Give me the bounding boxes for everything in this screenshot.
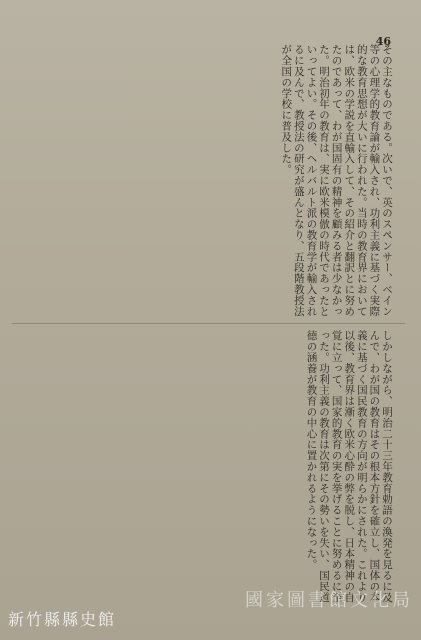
lower-text-columns: しかしながら、明治二十三年教育勅語の渙発を見るに及んで、わが国の教育はその根本方針を確立し、国体の本義に基づく国民教育の方向が明らかにされた。これより以後、教育界は漸く欧米心酔の弊を脱し、日本精神の自覚に立って、国家的教育の実を挙げることに努めるに至った。功利主義の教育は次第にその勢いを失い、国民道徳の涵養が教育の中心に置かれるようになった。 <box>305 330 393 603</box>
page-number: 46 <box>375 35 391 48</box>
upper-text-columns: その主なものである。次いで、英のスペンサー、ベイン等の心理学的教育論が輸入され、功利主義に基づく実際的な教育思想が大いに行われた。当時の教育界においては、欧米の学説を直輸入して、その紹介と翻訳とに努めたのであって、わが国固有の精神を顧みる者は少なかった。明治初年の教育は、実に欧米模倣の時代であったといってよい。その後、ヘルバルト派の教育学が輸入されるに及んで、教授法の研究が盛んとなり、五段階教授法が全国の学校に普及した。 <box>280 44 393 317</box>
archive-stamp: 國家圖書館文化局 <box>245 590 413 611</box>
section-divider <box>12 323 405 324</box>
archive-watermark: 新竹縣縣史館 <box>8 610 117 629</box>
